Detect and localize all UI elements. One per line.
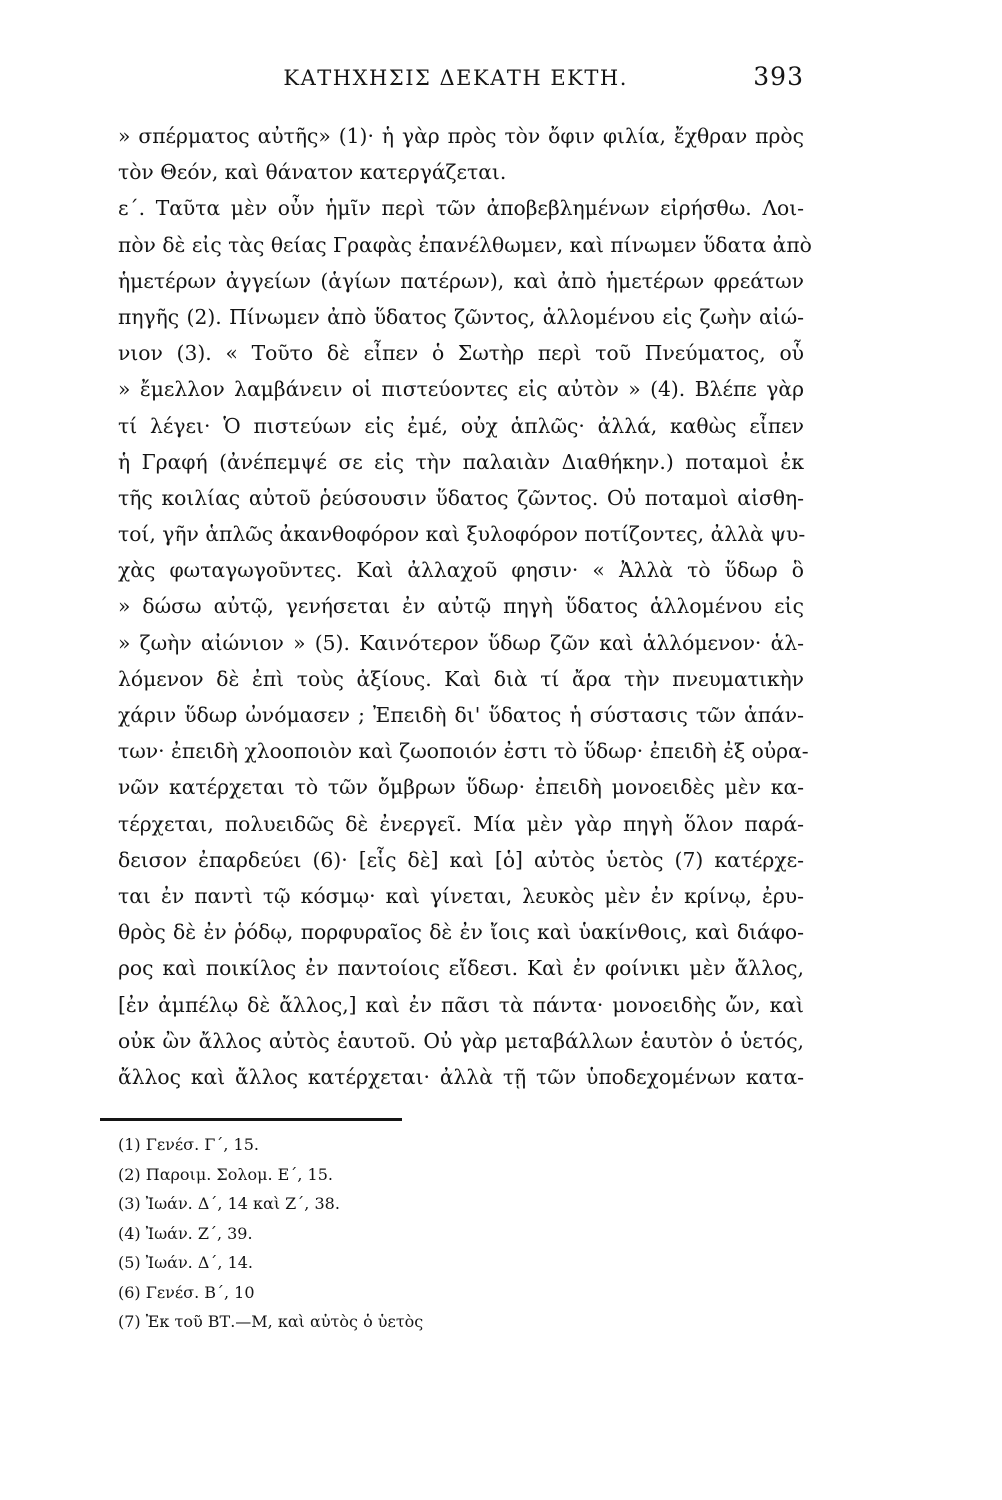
running-head bbox=[118, 62, 804, 98]
text-line: τέρχεται, πολυειδῶς δὲ ἐνεργεῖ. Μία μὲν γὰρ πηγὴ ὅλον παρά- bbox=[118, 811, 804, 836]
text-line: » ζωὴν αἰώνιον » (5). Καινότερον ὕδωρ ζῶν καὶ ἁλλόμενον· ἁλ- bbox=[118, 630, 804, 655]
footnotes bbox=[118, 1130, 718, 1337]
text-line: τὸν Θεόν, καὶ θάνατον κατεργάζεται. bbox=[118, 160, 507, 185]
text-line: » ἔμελλον λαμβάνειν οἱ πιστεύοντες εἰς αὐτὸν » (4). Βλέπε γὰρ bbox=[118, 377, 804, 402]
footnote: (4) Ἰωάν. Ζ΄, 39. bbox=[118, 1223, 253, 1243]
text-line: [ἐν ἀμπέλῳ δὲ ἄλλος,] καὶ ἐν πᾶσι τὰ πάντα· μονοειδὴς ὤν, καὶ bbox=[118, 992, 804, 1017]
text-line: των· ἐπειδὴ χλοοποιὸν καὶ ζωοποιόν ἐστι τὸ ὕδωρ· ἐπειδὴ ἐξ οὐρα- bbox=[118, 739, 809, 764]
text-line: τί λέγει· Ὁ πιστεύων εἰς ἐμέ, οὐχ ἁπλῶς· ἀλλά, καθὼς εἶπεν bbox=[118, 413, 804, 438]
footnote: (5) Ἰωάν. Δ΄, 14. bbox=[118, 1253, 254, 1272]
text-line: χὰς φωταγωγοῦντες. Καὶ ἀλλαχοῦ φησιν· « Ἀλλὰ τὸ ὕδωρ ὃ bbox=[118, 558, 804, 583]
body-text bbox=[118, 118, 812, 1095]
text-line: πὸν δὲ εἰς τὰς θείας Γραφὰς ἐπανέλθωμεν, καὶ πίνωμεν ὕδατα ἀπὸ bbox=[118, 232, 812, 257]
footnote: (6) Γενέσ. Β΄, 10 bbox=[118, 1282, 255, 1302]
text-line: τῆς κοιλίας αὐτοῦ ῥεύσουσιν ὕδατος ζῶντος. Οὐ ποταμοὶ αἰσθη- bbox=[118, 485, 804, 510]
text-line: λόμενον δὲ ἐπὶ τοὺς ἀξίους. Καὶ διὰ τί ἄρα τὴν πνευματικὴν bbox=[118, 666, 804, 691]
footnote-rule bbox=[100, 1118, 402, 1121]
text-line: τοί, γῆν ἁπλῶς ἀκανθοφόρον καὶ ξυλοφόρον ποτίζοντες, ἀλλὰ ψυ- bbox=[118, 522, 806, 547]
footnote: (3) Ἰωάν. Δ΄, 14 καὶ Ζ΄, 38. bbox=[118, 1194, 340, 1213]
text-line: ἡ Γραφή (ἀνέπεμψέ σε εἰς τὴν παλαιὰν Διαθήκην.) ποταμοὶ ἐκ bbox=[118, 449, 804, 474]
text-line: χάριν ὕδωρ ὠνόμασεν ; Ἐπειδὴ δι' ὕδατος ἡ σύστασις τῶν ἁπάν- bbox=[118, 703, 804, 727]
text-line: πηγῆς (2). Πίνωμεν ἀπὸ ὕδατος ζῶντος, ἁλλομένου εἰς ζωὴν αἰώ- bbox=[118, 304, 804, 329]
text-line: ται ἐν παντὶ τῷ κόσμῳ· καὶ γίνεται, λευκὸς μὲν ἐν κρίνῳ, ἐρυ- bbox=[118, 883, 804, 908]
text-line: θρὸς δὲ ἐν ῥόδῳ, πορφυραῖος δὲ ἐν ἴοις καὶ ὑακίνθοις, καὶ διάφο- bbox=[118, 920, 804, 945]
text-line: νῶν κατέρχεται τὸ τῶν ὄμβρων ὕδωρ· ἐπειδὴ μονοειδὲς μὲν κα- bbox=[118, 775, 804, 800]
text-line: » δώσω αὐτῷ, γενήσεται ἐν αὐτῷ πηγὴ ὕδατος ἁλλομένου εἰς bbox=[118, 594, 804, 619]
text-line: οὐκ ὢν ἄλλος αὐτὸς ἑαυτοῦ. Οὐ γὰρ μεταβάλλων ἑαυτὸν ὁ ὑετός, bbox=[118, 1028, 804, 1053]
text-line: » σπέρματος αὐτῆς» (1)· ἡ γὰρ πρὸς τὸν ὄφιν φιλία, ἔχθραν πρὸς bbox=[118, 124, 804, 148]
page-number: 393 bbox=[753, 62, 804, 91]
text-line: ἄλλος καὶ ἄλλος κατέρχεται· ἀλλὰ τῇ τῶν ὑποδεχομένων κατα- bbox=[118, 1064, 804, 1089]
text-line: νιον (3). « Τοῦτο δὲ εἶπεν ὁ Σωτὴρ περὶ τοῦ Πνεύματος, οὗ bbox=[118, 341, 804, 366]
footnote: (2) Παροιμ. Σολομ. Ε΄, 15. bbox=[118, 1164, 333, 1184]
text-line: ε΄. Ταῦτα μὲν οὖν ἡμῖν περὶ τῶν ἀποβεβλημένων εἰρήσθω. Λοι- bbox=[118, 196, 804, 221]
footnote: (7) Ἐκ τοῦ ΒΤ.—Μ, καὶ αὐτὸς ὁ ὑετὸς bbox=[118, 1312, 424, 1331]
text-line: ἡμετέρων ἀγγείων (ἁγίων πατέρων), καὶ ἀπὸ ἡμετέρων φρεάτων bbox=[118, 268, 804, 293]
running-title: ΚΑΤΗΧΗΣΙΣ ΔΕΚΑΤΗ ΕΚΤΗ. bbox=[283, 66, 628, 90]
text-line: ρος καὶ ποικίλος ἐν παντοίοις εἴδεσι. Καὶ ἐν φοίνικι μὲν ἄλλος, bbox=[118, 956, 804, 981]
text-line: δεισον ἐπαρδεύει (6)· [εἷς δὲ] καὶ [ὁ] αὐτὸς ὑετὸς (7) κατέρχε- bbox=[118, 847, 804, 872]
footnote: (1) Γενέσ. Γ΄, 15. bbox=[118, 1135, 259, 1154]
